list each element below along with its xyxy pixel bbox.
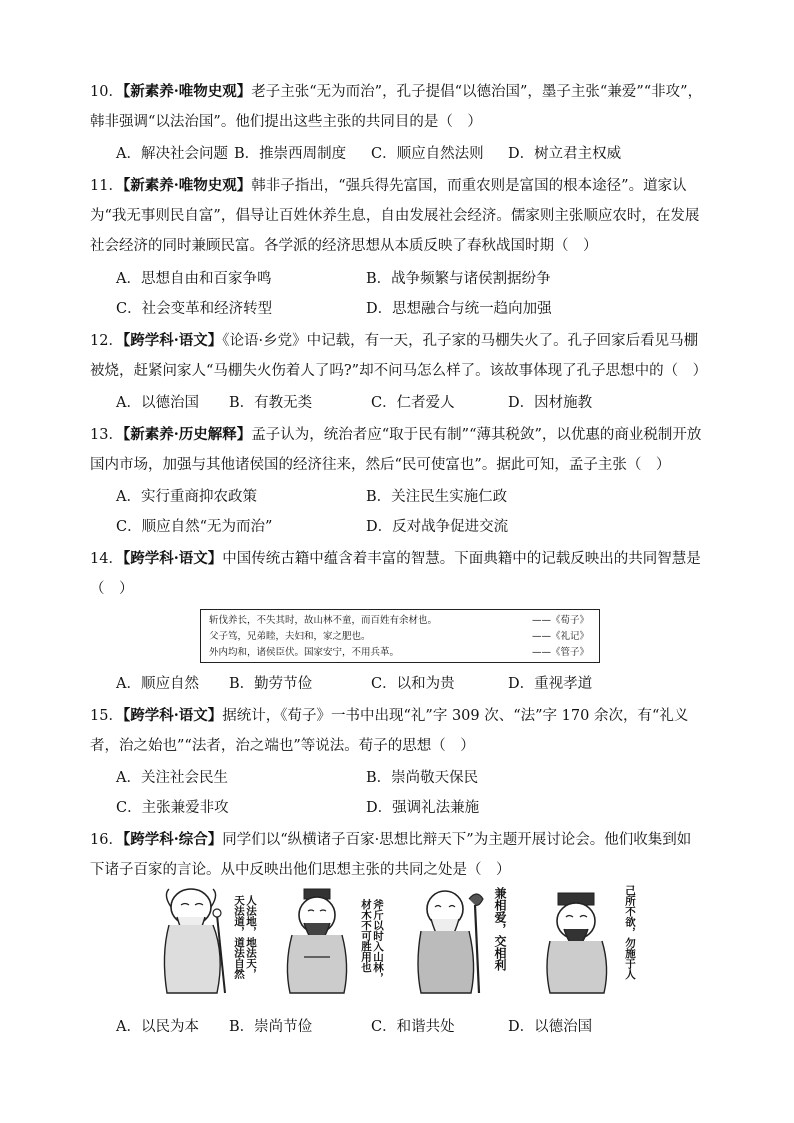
option-d[interactable]: D．思想融合与统一趋向加强 — [366, 301, 552, 317]
quote-line — [209, 613, 591, 629]
option-a[interactable]: A．以民为本 — [116, 1019, 199, 1035]
option-d[interactable]: D．重视孝道 — [508, 676, 593, 692]
quote-line — [209, 629, 591, 645]
question-number: 12． — [90, 333, 123, 349]
option-c[interactable]: C．主张兼爱非攻 — [116, 800, 229, 816]
options-12 — [116, 388, 706, 418]
quote-source: ——《管子》 — [531, 647, 589, 658]
mozi-portrait-icon — [413, 885, 493, 995]
mencius-figure — [280, 885, 395, 1005]
options-15-row1 — [116, 763, 706, 793]
options-13-row2 — [116, 512, 706, 542]
confucius-figure — [540, 885, 645, 1005]
option-c[interactable]: C．仁者爱人 — [371, 395, 455, 411]
option-c[interactable]: C．顺应自然“无为而治” — [116, 519, 273, 535]
question-number: 10． — [90, 84, 123, 100]
option-c[interactable]: C．和谐共处 — [371, 1019, 455, 1035]
option-b[interactable]: B．战争频繁与诸侯割据纷争 — [366, 271, 551, 287]
quote-source: ——《荀子》 — [531, 615, 589, 626]
option-b[interactable]: B．崇尚敬天保民 — [366, 770, 479, 786]
confucius-portrait-icon — [540, 885, 620, 995]
mozi-quote: 兼相爱，交相利 — [493, 887, 507, 971]
option-d[interactable]: D．强调礼法兼施 — [366, 800, 480, 816]
option-d[interactable]: D．以德治国 — [508, 1019, 593, 1035]
question-10 — [90, 77, 705, 137]
mencius-portrait-icon — [280, 885, 360, 995]
question-tag: 【跨学科·综合】 — [122, 831, 223, 848]
option-b[interactable]: B．崇尚节俭 — [229, 1019, 313, 1035]
options-11-row1 — [116, 264, 706, 294]
question-stem: 韩非子指出，“强兵得先富国，而重农则是富国的根本途径”。道家认为“我无事则民自富”，倡导让百姓休养生息，自由发展社会经济。儒家则主张顺应农时，在发展社会经济的同时兼顾民富。各学派的经济思想从本质反映了春秋战国时期（ ） — [90, 178, 700, 254]
question-13 — [90, 420, 705, 480]
question-stem: 据统计，《荀子》一书中出现“礼”字 309 次、“法”字 170 余次，有“礼义者，治之始也”“法者，治之端也”等说法。荀子的思想（ ） — [90, 708, 689, 754]
options-15-row2 — [116, 793, 706, 823]
question-11 — [90, 171, 705, 261]
question-tag: 【跨学科·语文】 — [122, 550, 223, 567]
laozi-figure — [155, 885, 270, 1005]
question-tag: 【新素养·唯物史观】 — [122, 177, 252, 194]
option-d[interactable]: D．因材施教 — [508, 395, 593, 411]
mozi-figure — [413, 885, 523, 1005]
laozi-quote: 人法地，地法天，天法道，道法自然 — [233, 895, 257, 979]
philosophers-illustration — [155, 885, 645, 1005]
question-stem: 中国传统古籍中蕴含着丰富的智慧。下面典籍中的记载反映出的共同智慧是（ ） — [90, 551, 701, 597]
options-16 — [116, 1012, 706, 1042]
option-a[interactable]: A．解决社会问题 — [116, 146, 228, 162]
quote-text: 外内均和，诸侯臣伏。国家安宁，不用兵革。 — [209, 647, 400, 658]
question-12 — [90, 326, 708, 386]
question-stem: 《论语·乡党》中记载，有一天，孔子家的马棚失火了。孔子回家后看见马棚被烧，赶紧问家人“马棚失火伤着人了吗?”却不问马怎么样了。该故事体现了孔子思想中的（ ） — [90, 333, 708, 379]
options-14 — [116, 669, 706, 699]
quote-line — [209, 645, 591, 661]
question-stem: 同学们以“纵横诸子百家·思想比辩天下”为主题开展讨论会。他们收集到如下诸子百家的言论。从中反映出他们思想主张的共同之处是（ ） — [90, 832, 692, 878]
option-b[interactable]: B．勤劳节俭 — [229, 676, 313, 692]
question-stem: 老子主张“无为而治”，孔子提倡“以德治国”，墨子主张“兼爱”“非攻”，韩非强调“以法治国”。他们提出这些主张的共同目的是（ ） — [90, 84, 703, 130]
question-tag: 【跨学科·语文】 — [122, 332, 223, 349]
question-number: 13． — [90, 427, 123, 443]
option-c[interactable]: C．社会变革和经济转型 — [116, 301, 273, 317]
quote-text: 父子笃，兄弟睦，夫妇和，家之肥也。 — [209, 631, 371, 642]
question-15 — [90, 701, 705, 761]
option-a[interactable]: A．顺应自然 — [116, 676, 199, 692]
question-number: 15． — [90, 708, 123, 724]
classics-quote-box — [200, 609, 600, 663]
options-11-row2 — [116, 294, 706, 324]
option-b[interactable]: B．有教无类 — [229, 395, 313, 411]
mencius-quote: 斧斤以时入山林，材木不可胜用也 — [360, 899, 384, 983]
question-number: 14． — [90, 551, 123, 567]
option-c[interactable]: C．以和为贵 — [371, 676, 455, 692]
question-tag: 【新素养·唯物史观】 — [122, 83, 252, 100]
quote-text: 斩伐养长，不失其时，故山林不童，而百姓有余材也。 — [209, 615, 438, 626]
question-tag: 【跨学科·语文】 — [122, 707, 223, 724]
option-d[interactable]: D．树立君主权威 — [508, 146, 622, 162]
option-a[interactable]: A．关注社会民生 — [116, 770, 228, 786]
laozi-portrait-icon — [155, 885, 235, 995]
question-number: 16． — [90, 832, 123, 848]
option-a[interactable]: A．思想自由和百家争鸣 — [116, 271, 272, 287]
question-stem: 孟子认为，统治者应“取于民有制”“薄其税敛”，以优惠的商业税制开放国内市场，加强与其他诸侯国的经济往来，然后“民可使富也”。据此可知，孟子主张（ ） — [90, 427, 702, 473]
option-d[interactable]: D．反对战争促进交流 — [366, 519, 509, 535]
question-14 — [90, 544, 705, 604]
option-c[interactable]: C．顺应自然法则 — [371, 146, 484, 162]
options-10 — [116, 139, 706, 169]
question-16 — [90, 825, 705, 885]
option-a[interactable]: A．实行重商抑农政策 — [116, 489, 257, 505]
confucius-quote: 己所不欲，勿施于人 — [624, 885, 636, 980]
question-tag: 【新素养·历史解释】 — [122, 426, 252, 443]
option-b[interactable]: B．推崇西周制度 — [234, 146, 347, 162]
option-a[interactable]: A．以德治国 — [116, 395, 199, 411]
quote-source: ——《礼记》 — [531, 631, 589, 642]
question-number: 11． — [90, 178, 123, 194]
option-b[interactable]: B．关注民生实施仁政 — [366, 489, 508, 505]
options-13-row1 — [116, 482, 706, 512]
